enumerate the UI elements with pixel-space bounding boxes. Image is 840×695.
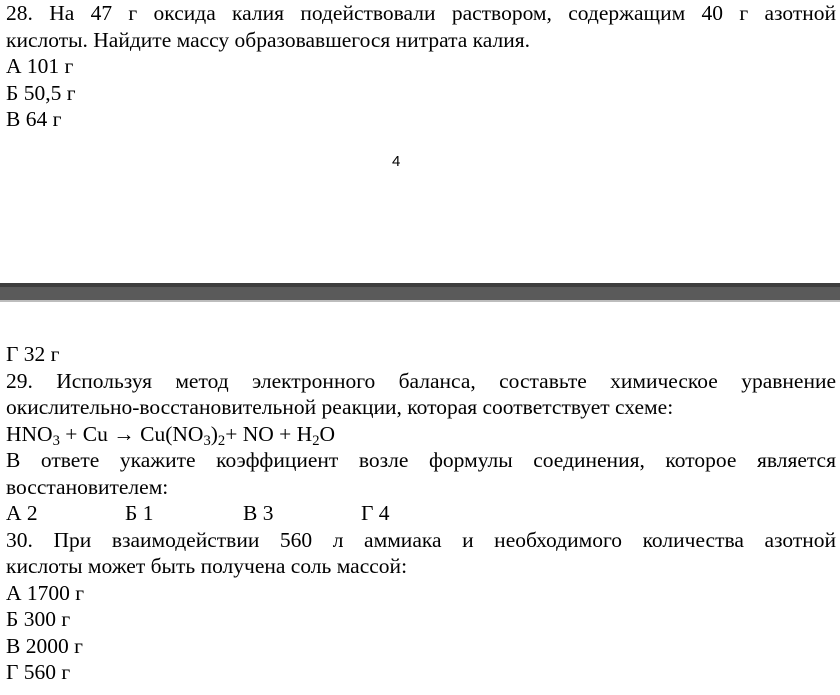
eq-part-4: + NO + H: [225, 421, 313, 446]
document-page-bottom: [0, 300, 840, 695]
document-page-top: [0, 0, 840, 283]
q28-option-a: А 101 г: [6, 54, 74, 78]
eq-sub-3: 2: [217, 432, 226, 449]
q29-options: [6, 500, 836, 527]
q30-text-line-2: кислоты может быть получена соль массой:: [6, 554, 408, 578]
q30-text-line-1: 30. При взаимодействии 560 л аммиака и необходимого количества азотной: [6, 527, 836, 552]
q28-option-b: Б 50,5 г: [6, 80, 76, 105]
eq-sub-2: 3: [203, 432, 211, 449]
q29-option-d: Г 4: [361, 501, 390, 525]
q29-option-c: В 3: [243, 501, 274, 525]
q29-text-line-4: В ответе укажите коэффициент возле формулы соединения, которое является: [6, 448, 836, 472]
q29-text-line-5: восстановителем:: [6, 474, 169, 499]
eq-part-3: ): [210, 421, 218, 446]
eq-sub-1: 3: [52, 432, 60, 449]
q29-equation: [6, 421, 836, 448]
q28-option-c: В 64 г: [6, 107, 62, 131]
page-separator-shadow: [0, 283, 840, 287]
page-number: 4: [392, 153, 401, 170]
eq-part-1: HNO: [6, 421, 53, 446]
page-top-edge: [0, 300, 840, 302]
bottom-page-content: [6, 341, 836, 686]
q29-option-b: Б 1: [125, 501, 154, 525]
q30-option-b: Б 300 г: [6, 607, 71, 631]
eq-part-5: O: [319, 421, 336, 446]
q28-text-line-1: 28. На 47 г оксида калия подействовали раствором, содержащим 40 г азотной: [6, 1, 836, 25]
q30-option-c: В 2000 г: [6, 633, 83, 658]
q30-option-d: Г 560 г: [6, 660, 71, 684]
q29-text-line-2: окислительно-восстановительной реакции, которая соответствует схеме:: [6, 395, 674, 419]
eq-part-2: + Cu → Cu(NO: [59, 421, 204, 446]
question-28: [6, 0, 836, 133]
q30-option-a: А 1700 г: [6, 580, 85, 605]
q28-option-d: Г 32 г: [6, 342, 60, 366]
q29-option-a: А 2: [6, 501, 38, 525]
q29-text-line-1: 29. Используя метод электронного баланса, составьте химическое уравнение: [6, 368, 836, 393]
q28-text-line-2: кислоты. Найдите массу образовавшегося нитрата калия.: [6, 27, 531, 52]
eq-sub-4: 2: [312, 432, 320, 449]
